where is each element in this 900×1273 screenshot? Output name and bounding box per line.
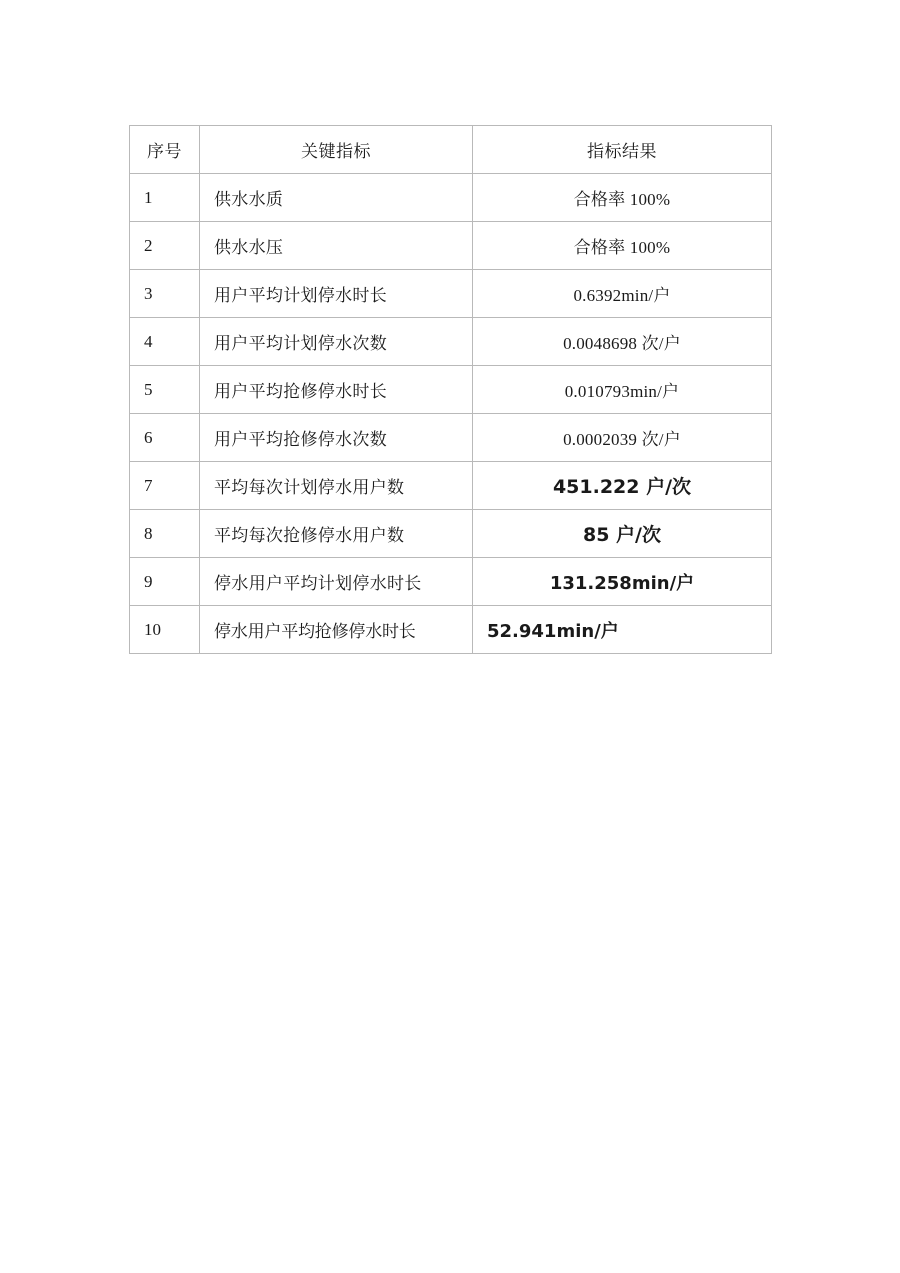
row-no: 4 <box>144 331 153 351</box>
header-label-name: 关键指标 <box>301 142 371 161</box>
row-name: 供水水压 <box>214 238 284 257</box>
row-value-cell <box>473 222 772 270</box>
header-cell-name <box>200 126 473 174</box>
row-no-cell <box>130 510 200 558</box>
row-no-cell <box>130 414 200 462</box>
row-name-cell <box>200 414 473 462</box>
table-row <box>130 174 772 222</box>
row-name: 用户平均抢修停水时长 <box>214 382 387 401</box>
header-label-value: 指标结果 <box>587 142 657 161</box>
row-name: 停水用户平均计划停水时长 <box>214 574 422 593</box>
row-name: 平均每次抢修停水用户数 <box>214 526 405 545</box>
table-row <box>130 270 772 318</box>
row-no: 2 <box>144 235 153 255</box>
row-value: 0.6392min/户 <box>573 286 671 305</box>
row-no-cell <box>130 558 200 606</box>
row-no-cell <box>130 606 200 654</box>
row-no-cell <box>130 174 200 222</box>
row-name-cell <box>200 222 473 270</box>
row-name-cell <box>200 558 473 606</box>
row-value-cell <box>473 510 772 558</box>
table-row <box>130 222 772 270</box>
row-name: 停水用户平均抢修停水时长 <box>214 622 416 641</box>
table-row <box>130 462 772 510</box>
table-row <box>130 318 772 366</box>
row-name-cell <box>200 462 473 510</box>
row-no: 3 <box>144 283 153 303</box>
row-value: 131.258min/户 <box>549 572 695 594</box>
row-value-cell <box>473 318 772 366</box>
row-name-cell <box>200 318 473 366</box>
row-value: 0.0048698 次/户 <box>563 334 681 353</box>
row-name: 用户平均抢修停水次数 <box>214 430 387 449</box>
header-cell-value <box>473 126 772 174</box>
table-row <box>130 366 772 414</box>
row-no: 1 <box>144 187 153 207</box>
table-row <box>130 414 772 462</box>
row-value-cell <box>473 414 772 462</box>
metrics-table-container <box>129 125 771 654</box>
row-no-cell <box>130 318 200 366</box>
row-name-cell <box>200 510 473 558</box>
row-value: 85 户/次 <box>583 524 661 546</box>
row-no: 5 <box>144 379 153 399</box>
row-value-cell <box>473 606 772 654</box>
row-value: 合格率 100% <box>573 190 671 209</box>
row-name-cell <box>200 270 473 318</box>
row-value-cell <box>473 270 772 318</box>
row-no: 7 <box>144 475 153 495</box>
row-value: 合格率 100% <box>573 238 671 257</box>
row-name: 用户平均计划停水时长 <box>214 286 387 305</box>
row-value: 451.222 户/次 <box>552 476 692 498</box>
row-value-cell <box>473 462 772 510</box>
row-no-cell <box>130 270 200 318</box>
metrics-table <box>129 125 772 654</box>
row-no: 8 <box>144 523 153 543</box>
row-name: 用户平均计划停水次数 <box>214 334 387 353</box>
row-no: 9 <box>144 571 153 591</box>
row-name-cell <box>200 174 473 222</box>
row-value-cell <box>473 558 772 606</box>
row-value: 52.941min/户 <box>487 620 619 642</box>
table-header-row <box>130 126 772 174</box>
row-name: 平均每次计划停水用户数 <box>214 478 405 497</box>
row-no-cell <box>130 366 200 414</box>
row-value: 0.010793min/户 <box>564 382 680 401</box>
row-name-cell <box>200 606 473 654</box>
row-no-cell <box>130 222 200 270</box>
header-label-no: 序号 <box>147 142 182 161</box>
table-row <box>130 510 772 558</box>
row-value: 0.0002039 次/户 <box>563 430 681 449</box>
row-name: 供水水质 <box>214 190 284 209</box>
row-no-cell <box>130 462 200 510</box>
row-value-cell <box>473 366 772 414</box>
row-no: 10 <box>144 619 161 639</box>
row-no: 6 <box>144 427 153 447</box>
table-row <box>130 606 772 654</box>
row-value-cell <box>473 174 772 222</box>
row-name-cell <box>200 366 473 414</box>
table-row <box>130 558 772 606</box>
header-cell-no <box>130 126 200 174</box>
